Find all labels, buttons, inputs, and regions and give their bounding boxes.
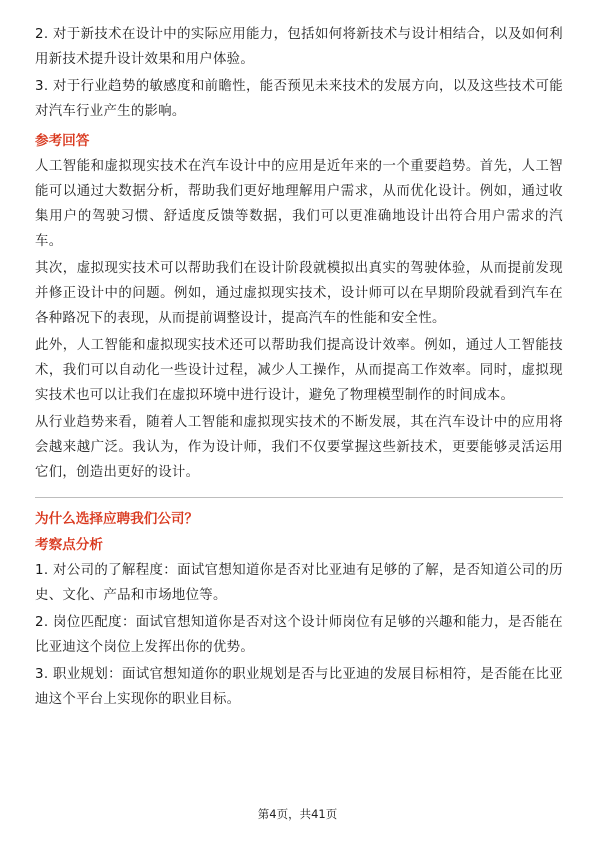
- list-item: 3. 对于行业趋势的敏感度和前瞻性，能否预见未来技术的发展方向，以及这些技术可能对汽车行业产生的影响。: [35, 79, 563, 119]
- section-divider: [35, 497, 563, 498]
- list-item: 1. 对公司的了解程度：面试官想知道你是否对比亚迪有足够的了解，是否知道公司的历史、文化、产品和市场地位等。: [35, 563, 563, 603]
- answer-paragraph: 此外，人工智能和虚拟现实技术还可以帮助我们提高设计效率。例如，通过人工智能技术，我们可以自动化一些设计过程，减少人工操作，从而提高工作效率。同时，虚拟现实技术也可以让我们在虚拟环境中进行设计，避免了物理模型制作的时间成本。: [35, 338, 563, 403]
- analysis-heading: 考察点分析: [35, 537, 103, 553]
- list-item: 2. 对于新技术在设计中的实际应用能力，包括如何将新技术与设计相结合，以及如何利用新技术提升设计效果和用户体验。: [35, 27, 563, 67]
- reference-answer-heading: 参考回答: [35, 133, 90, 149]
- answer-paragraph: 从行业趋势来看，随着人工智能和虚拟现实技术的不断发展，其在汽车设计中的应用将会越来越广泛。我认为，作为设计师，我们不仅要掌握这些新技术，更要能够灵活运用它们，创造出更好的设计。: [35, 415, 563, 480]
- page-footer: 第4页，共41页: [257, 807, 338, 821]
- list-item: 2. 岗位匹配度：面试官想知道你是否对这个设计师岗位有足够的兴趣和能力，是否能在比亚迪这个岗位上发挥出你的优势。: [35, 615, 563, 655]
- question-title: 为什么选择应聘我们公司？: [35, 511, 199, 527]
- list-item: 3. 职业规划：面试官想知道你的职业规划是否与比亚迪的发展目标相符，是否能在比亚迪这个平台上实现你的职业目标。: [35, 667, 563, 707]
- document-page: [35, 22, 563, 714]
- answer-paragraph: 其次，虚拟现实技术可以帮助我们在设计阶段就模拟出真实的驾驶体验，从而提前发现并修正设计中的问题。例如，通过虚拟现实技术，设计师可以在早期阶段就看到汽车在各种路况下的表现，从而提前调整设计，提高汽车的性能和安全性。: [35, 261, 563, 326]
- answer-paragraph: 人工智能和虚拟现实技术在汽车设计中的应用是近年来的一个重要趋势。首先，人工智能可以通过大数据分析，帮助我们更好地理解用户需求，从而优化设计。例如，通过收集用户的驾驶习惯、舒适度反馈等数据，我们可以更准确地设计出符合用户需求的汽车。: [35, 159, 563, 249]
